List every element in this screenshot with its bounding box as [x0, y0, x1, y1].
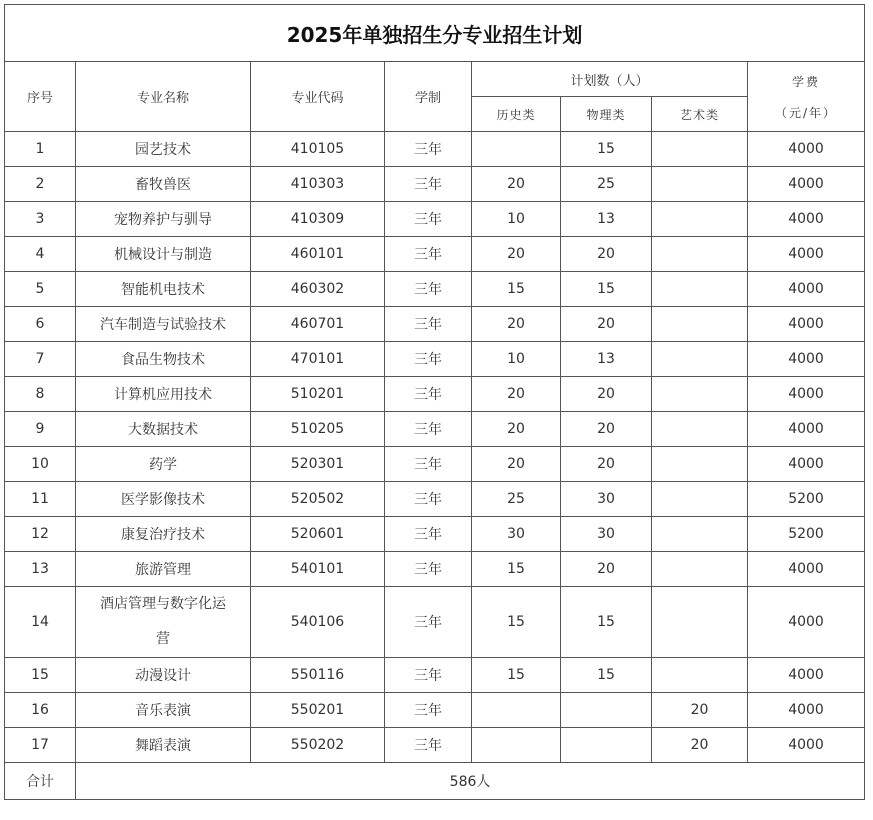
- physics-count-cell: 13: [561, 342, 652, 377]
- physics-count-cell: 20: [561, 552, 652, 587]
- duration-cell: 三年: [385, 342, 472, 377]
- table-row: [5, 412, 865, 447]
- major-name-cell: 旅游管理: [76, 552, 251, 587]
- seq-cell: 4: [5, 237, 76, 272]
- table-row: [5, 552, 865, 587]
- art-count-cell: [652, 552, 748, 587]
- major-name-cell: 汽车制造与试验技术: [76, 307, 251, 342]
- art-count-cell: [652, 167, 748, 202]
- major-name-cell: 康复治疗技术: [76, 517, 251, 552]
- major-code-cell: 550201: [251, 693, 385, 728]
- tuition-cell: 4000: [748, 412, 865, 447]
- major-code-cell: 470101: [251, 342, 385, 377]
- physics-count-cell: 20: [561, 447, 652, 482]
- table-row: [5, 167, 865, 202]
- physics-count-cell: 13: [561, 202, 652, 237]
- table-row: [5, 447, 865, 482]
- major-name-cell: 园艺技术: [76, 132, 251, 167]
- physics-count-cell: 20: [561, 377, 652, 412]
- seq-cell: 10: [5, 447, 76, 482]
- table-row: [5, 377, 865, 412]
- tuition-cell: 4000: [748, 237, 865, 272]
- art-count-cell: [652, 587, 748, 658]
- tuition-cell: 5200: [748, 517, 865, 552]
- physics-count-cell: [561, 728, 652, 763]
- major-code-cell: 520601: [251, 517, 385, 552]
- duration-cell: 三年: [385, 202, 472, 237]
- seq-cell: 11: [5, 482, 76, 517]
- tuition-cell: 4000: [748, 693, 865, 728]
- major-code-cell: 550202: [251, 728, 385, 763]
- art-count-cell: [652, 202, 748, 237]
- physics-count-cell: 15: [561, 658, 652, 693]
- enrollment-plan-table: [4, 4, 865, 800]
- major-code-cell: 410105: [251, 132, 385, 167]
- major-code-cell: 540101: [251, 552, 385, 587]
- table-row: [5, 307, 865, 342]
- duration-cell: 三年: [385, 167, 472, 202]
- duration-cell: 三年: [385, 658, 472, 693]
- header-art: 艺术类: [652, 97, 748, 132]
- tuition-cell: 4000: [748, 552, 865, 587]
- major-code-cell: 540106: [251, 587, 385, 658]
- major-name-cell: 舞蹈表演: [76, 728, 251, 763]
- physics-count-cell: 30: [561, 482, 652, 517]
- major-code-cell: 510201: [251, 377, 385, 412]
- history-count-cell: 25: [472, 482, 561, 517]
- history-count-cell: 20: [472, 307, 561, 342]
- header-tuition: [748, 62, 865, 132]
- art-count-cell: [652, 342, 748, 377]
- history-count-cell: 15: [472, 658, 561, 693]
- seq-cell: 7: [5, 342, 76, 377]
- duration-cell: 三年: [385, 517, 472, 552]
- history-count-cell: 10: [472, 202, 561, 237]
- physics-count-cell: 20: [561, 237, 652, 272]
- duration-cell: 三年: [385, 272, 472, 307]
- seq-cell: 15: [5, 658, 76, 693]
- tuition-cell: 4000: [748, 342, 865, 377]
- major-name-cell: 大数据技术: [76, 412, 251, 447]
- physics-count-cell: 15: [561, 587, 652, 658]
- art-count-cell: [652, 412, 748, 447]
- table-row: [5, 202, 865, 237]
- table-row: [5, 728, 865, 763]
- tuition-cell: 4000: [748, 658, 865, 693]
- duration-cell: 三年: [385, 587, 472, 658]
- major-name-cell: 畜牧兽医: [76, 167, 251, 202]
- header-major-name: 专业名称: [76, 62, 251, 132]
- duration-cell: 三年: [385, 693, 472, 728]
- tuition-cell: 4000: [748, 272, 865, 307]
- major-name-cell: 食品生物技术: [76, 342, 251, 377]
- duration-cell: 三年: [385, 132, 472, 167]
- major-code-cell: 520301: [251, 447, 385, 482]
- major-name-text: 酒店管理与数字化运营: [100, 596, 226, 647]
- header-physics: 物理类: [561, 97, 652, 132]
- header-seq: 序号: [5, 62, 76, 132]
- seq-cell: 12: [5, 517, 76, 552]
- duration-cell: 三年: [385, 307, 472, 342]
- table-row: [5, 132, 865, 167]
- header-tuition-unit: （元/年）: [775, 105, 838, 120]
- seq-cell: 17: [5, 728, 76, 763]
- total-row: [5, 763, 865, 800]
- art-count-cell: 20: [652, 693, 748, 728]
- art-count-cell: [652, 272, 748, 307]
- duration-cell: 三年: [385, 482, 472, 517]
- major-name-cell: 医学影像技术: [76, 482, 251, 517]
- major-name-cell: 机械设计与制造: [76, 237, 251, 272]
- table-row: [5, 517, 865, 552]
- physics-count-cell: [561, 693, 652, 728]
- history-count-cell: 10: [472, 342, 561, 377]
- physics-count-cell: 20: [561, 307, 652, 342]
- art-count-cell: [652, 482, 748, 517]
- major-name-cell: 智能机电技术: [76, 272, 251, 307]
- history-count-cell: 20: [472, 377, 561, 412]
- seq-cell: 3: [5, 202, 76, 237]
- header-major-code: 专业代码: [251, 62, 385, 132]
- tuition-cell: 4000: [748, 447, 865, 482]
- major-code-cell: 550116: [251, 658, 385, 693]
- tuition-cell: 4000: [748, 167, 865, 202]
- seq-cell: 5: [5, 272, 76, 307]
- table-row: [5, 587, 865, 658]
- duration-cell: 三年: [385, 237, 472, 272]
- physics-count-cell: 25: [561, 167, 652, 202]
- history-count-cell: 20: [472, 237, 561, 272]
- table-row: [5, 693, 865, 728]
- history-count-cell: 15: [472, 552, 561, 587]
- physics-count-cell: 20: [561, 412, 652, 447]
- art-count-cell: [652, 447, 748, 482]
- duration-cell: 三年: [385, 377, 472, 412]
- seq-cell: 1: [5, 132, 76, 167]
- total-label: 合计: [5, 763, 76, 800]
- tuition-cell: 4000: [748, 728, 865, 763]
- major-name-cell: 宠物养护与驯导: [76, 202, 251, 237]
- duration-cell: 三年: [385, 412, 472, 447]
- history-count-cell: 15: [472, 272, 561, 307]
- art-count-cell: 20: [652, 728, 748, 763]
- art-count-cell: [652, 237, 748, 272]
- history-count-cell: [472, 693, 561, 728]
- table-row: [5, 237, 865, 272]
- major-name-cell: 动漫设计: [76, 658, 251, 693]
- history-count-cell: 15: [472, 587, 561, 658]
- major-code-cell: 460101: [251, 237, 385, 272]
- seq-cell: 6: [5, 307, 76, 342]
- table-row: [5, 482, 865, 517]
- table-row: [5, 658, 865, 693]
- history-count-cell: [472, 132, 561, 167]
- tuition-cell: 4000: [748, 132, 865, 167]
- history-count-cell: 20: [472, 412, 561, 447]
- major-code-cell: 410309: [251, 202, 385, 237]
- physics-count-cell: 15: [561, 132, 652, 167]
- major-name-cell: [76, 587, 251, 658]
- header-history: 历史类: [472, 97, 561, 132]
- duration-cell: 三年: [385, 447, 472, 482]
- history-count-cell: [472, 728, 561, 763]
- tuition-cell: 4000: [748, 307, 865, 342]
- seq-cell: 9: [5, 412, 76, 447]
- tuition-cell: 4000: [748, 587, 865, 658]
- physics-count-cell: 30: [561, 517, 652, 552]
- header-duration: 学制: [385, 62, 472, 132]
- seq-cell: 2: [5, 167, 76, 202]
- major-name-cell: 音乐表演: [76, 693, 251, 728]
- seq-cell: 14: [5, 587, 76, 658]
- major-code-cell: 410303: [251, 167, 385, 202]
- tuition-cell: 4000: [748, 202, 865, 237]
- major-name-cell: 计算机应用技术: [76, 377, 251, 412]
- art-count-cell: [652, 307, 748, 342]
- art-count-cell: [652, 658, 748, 693]
- history-count-cell: 20: [472, 167, 561, 202]
- page-title: 2025年单独招生分专业招生计划: [5, 5, 865, 62]
- header-tuition-label: 学费: [792, 74, 821, 89]
- table-row: [5, 272, 865, 307]
- history-count-cell: 20: [472, 447, 561, 482]
- total-value: 586人: [76, 763, 865, 800]
- major-name-cell: 药学: [76, 447, 251, 482]
- seq-cell: 13: [5, 552, 76, 587]
- major-code-cell: 460302: [251, 272, 385, 307]
- header-plan-count: 计划数（人）: [472, 62, 748, 97]
- major-code-cell: 510205: [251, 412, 385, 447]
- history-count-cell: 30: [472, 517, 561, 552]
- major-code-cell: 460701: [251, 307, 385, 342]
- major-code-cell: 520502: [251, 482, 385, 517]
- duration-cell: 三年: [385, 728, 472, 763]
- art-count-cell: [652, 517, 748, 552]
- art-count-cell: [652, 132, 748, 167]
- seq-cell: 16: [5, 693, 76, 728]
- art-count-cell: [652, 377, 748, 412]
- table-row: [5, 342, 865, 377]
- tuition-cell: 4000: [748, 377, 865, 412]
- tuition-cell: 5200: [748, 482, 865, 517]
- physics-count-cell: 15: [561, 272, 652, 307]
- duration-cell: 三年: [385, 552, 472, 587]
- seq-cell: 8: [5, 377, 76, 412]
